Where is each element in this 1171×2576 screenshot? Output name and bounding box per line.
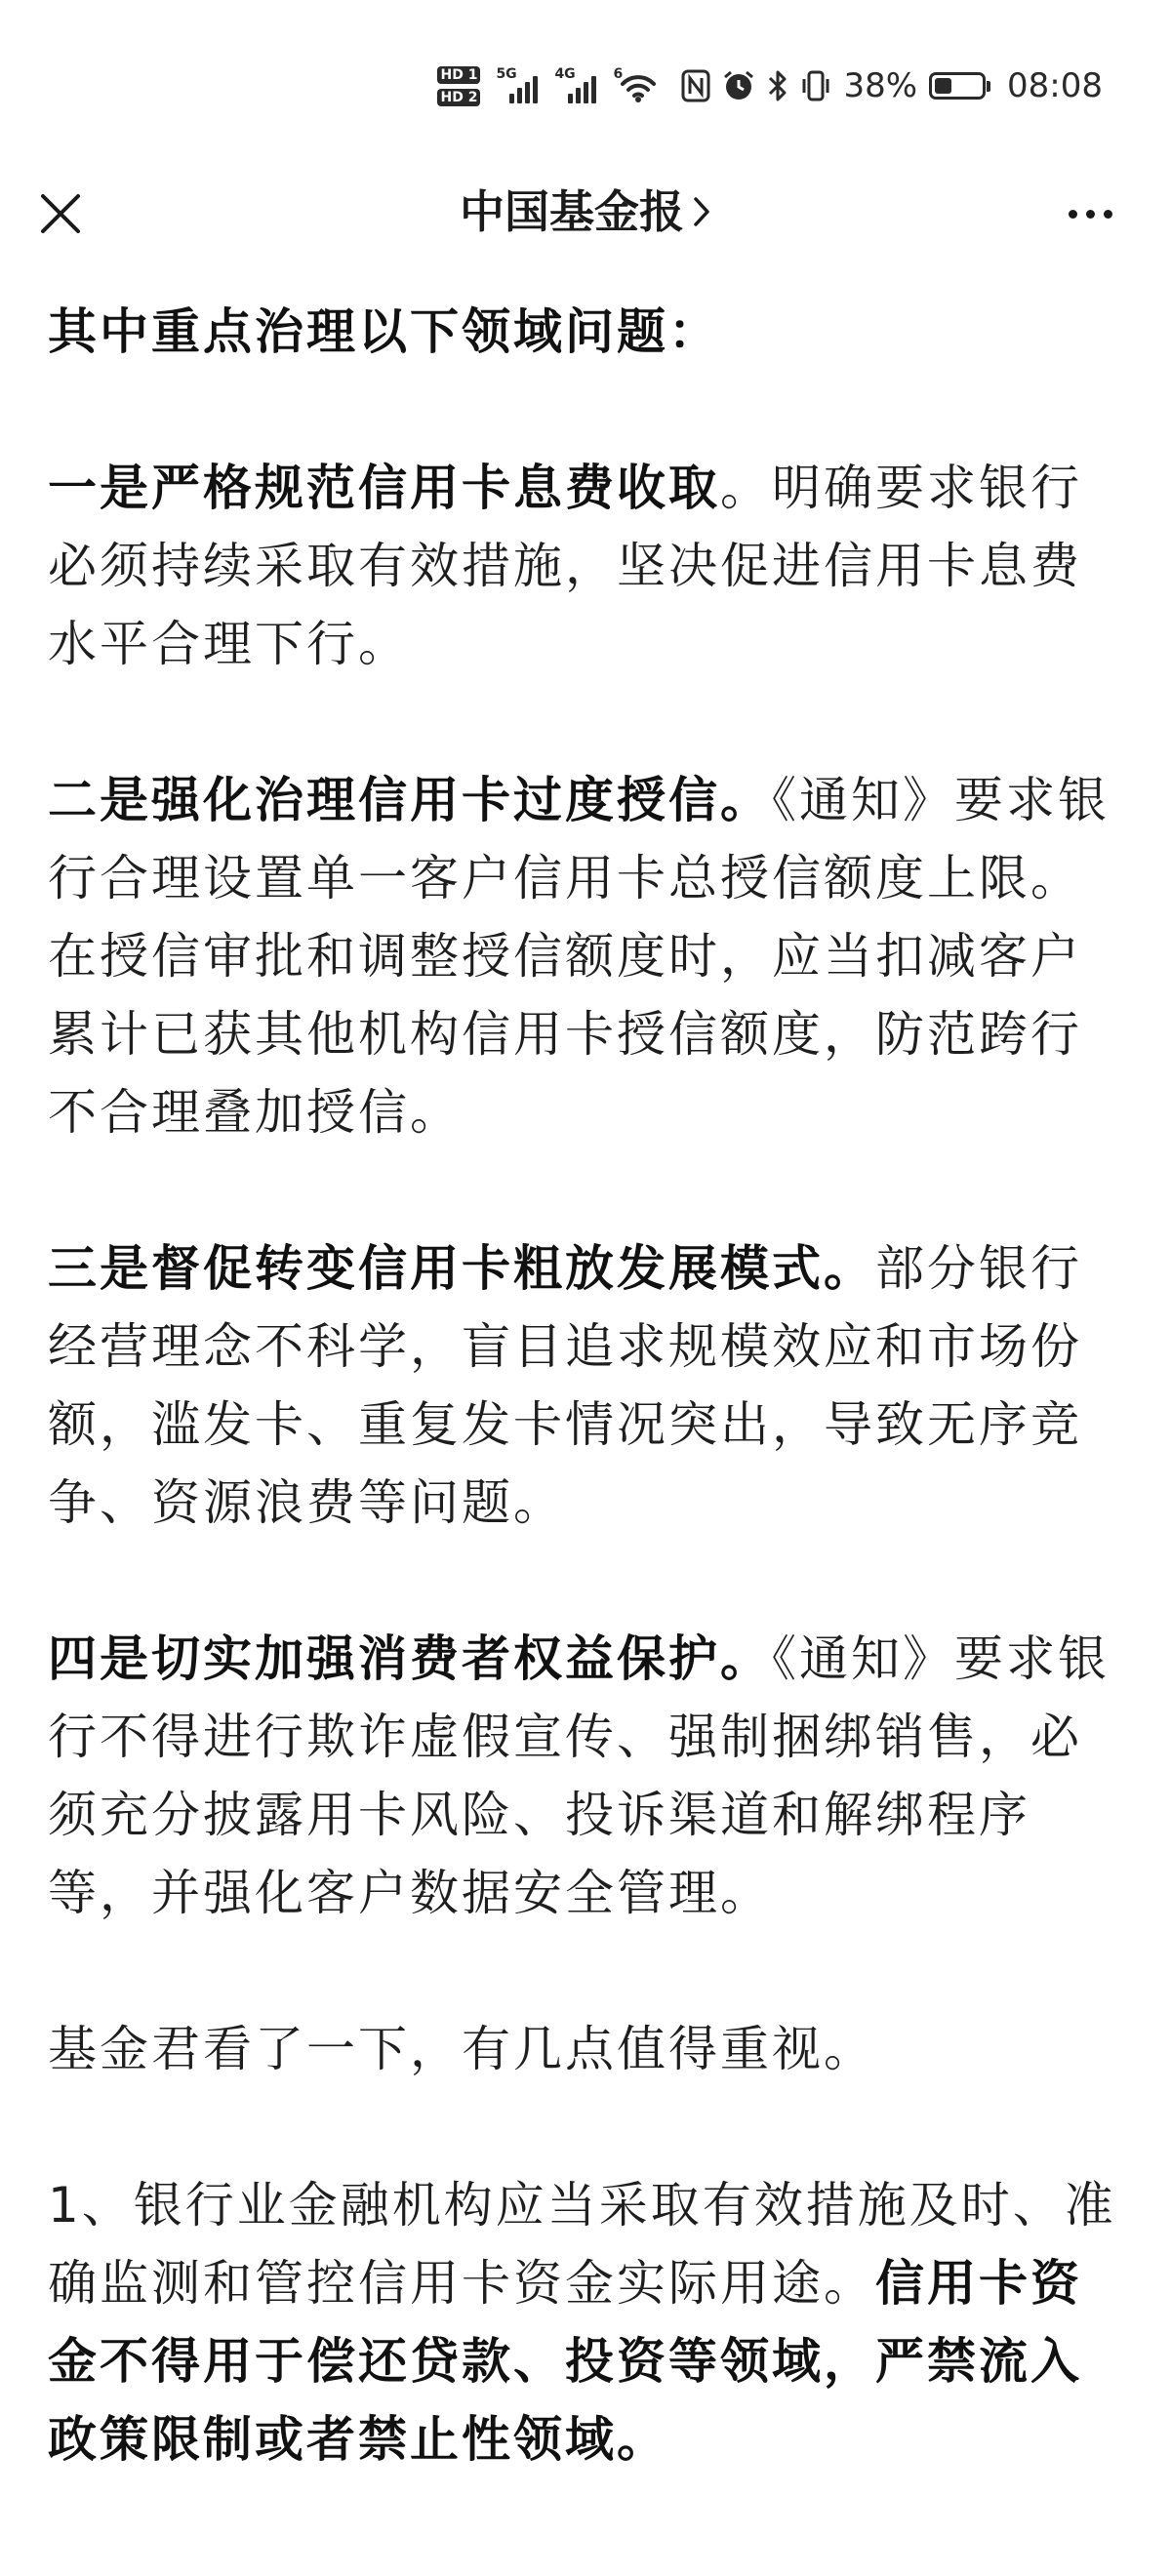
- paragraph-intro: [48, 293, 1123, 371]
- status-bar: [0, 0, 1171, 171]
- signal-4g-icon: 4G: [554, 66, 601, 105]
- paragraph-2-text: 《通知》要求银行合理设置单一客户信用卡总授信额度上限。在授信审批和调整授信额度时，应当扣减客户累计已获其他机构信用卡授信额度，防范跨行不合理叠加授信。: [48, 772, 1110, 1141]
- paragraph-4-heading: 四是切实加强消费者权益保护。: [48, 1630, 772, 1687]
- account-name: 中国基金报: [460, 185, 684, 238]
- more-options-button[interactable]: [1056, 184, 1124, 243]
- clock: 08:08: [1007, 66, 1103, 105]
- nfc-icon: [681, 69, 710, 102]
- paragraph-3-text: 部分银行经营理念不科学，盲目追求规模效应和市场份额，滥发卡、重复发卡情况突出，导致无序竞争、资源浪费等问题。: [48, 1240, 1082, 1531]
- paragraph-1: [48, 449, 1123, 683]
- signal-5g-icon: 5G: [496, 66, 543, 105]
- bluetooth-icon: [767, 68, 788, 103]
- paragraph-3-heading: 三是督促转变信用卡粗放发展模式。: [48, 1240, 875, 1297]
- paragraph-2: [48, 761, 1123, 1151]
- status-icons: [437, 57, 1103, 115]
- paragraph-6-emphasis: 信用卡资金不得用于偿还贷款、投资等领域，严禁流入政策限制或者禁止性领域。: [48, 2255, 1082, 2468]
- battery-icon: [929, 72, 986, 100]
- paragraph-1-heading: 一是严格规范信用卡息费收取: [48, 460, 720, 516]
- paragraph-3: [48, 1229, 1123, 1542]
- alarm-icon: [722, 69, 755, 102]
- article-body: [48, 293, 1123, 2478]
- paragraph-4: [48, 1620, 1123, 1932]
- paragraph-1-text: 。明确要求银行必须持续采取有效措施，坚决促进信用卡息费水平合理下行。: [48, 460, 1082, 672]
- vibrate-icon: [800, 69, 831, 102]
- chevron-right-icon: [692, 183, 711, 242]
- paragraph-4-text: 《通知》要求银行不得进行欺诈虚假宣传、强制捆绑销售，必须充分披露用卡风险、投诉渠道和解绑程序等，并强化客户数据安全管理。: [48, 1630, 1110, 1921]
- paragraph-6: [48, 2166, 1123, 2478]
- wifi-icon: 6: [613, 66, 656, 105]
- nav-bar: [0, 171, 1171, 255]
- more-dot-icon: [1104, 210, 1112, 219]
- paragraph-5: 基金君看了一下，有几点值得重视。: [48, 2021, 875, 2077]
- sim-indicators: [437, 66, 480, 106]
- account-title[interactable]: [0, 182, 1171, 242]
- paragraph-6-text: 1、银行业金融机构应当采取有效措施及时、准确监测和管控信用卡资金实际用途。: [48, 2177, 1116, 2312]
- battery-level: [935, 78, 951, 94]
- sim2-indicator: HD 2: [437, 89, 480, 106]
- sim1-indicator: HD 1: [437, 66, 480, 84]
- more-dot-icon: [1086, 210, 1095, 219]
- more-dot-icon: [1069, 210, 1077, 219]
- battery-percent: 38%: [843, 66, 918, 105]
- paragraph-2-heading: 二是强化治理信用卡过度授信。: [48, 772, 772, 828]
- intro-heading: 其中重点治理以下领域问题：: [48, 303, 720, 360]
